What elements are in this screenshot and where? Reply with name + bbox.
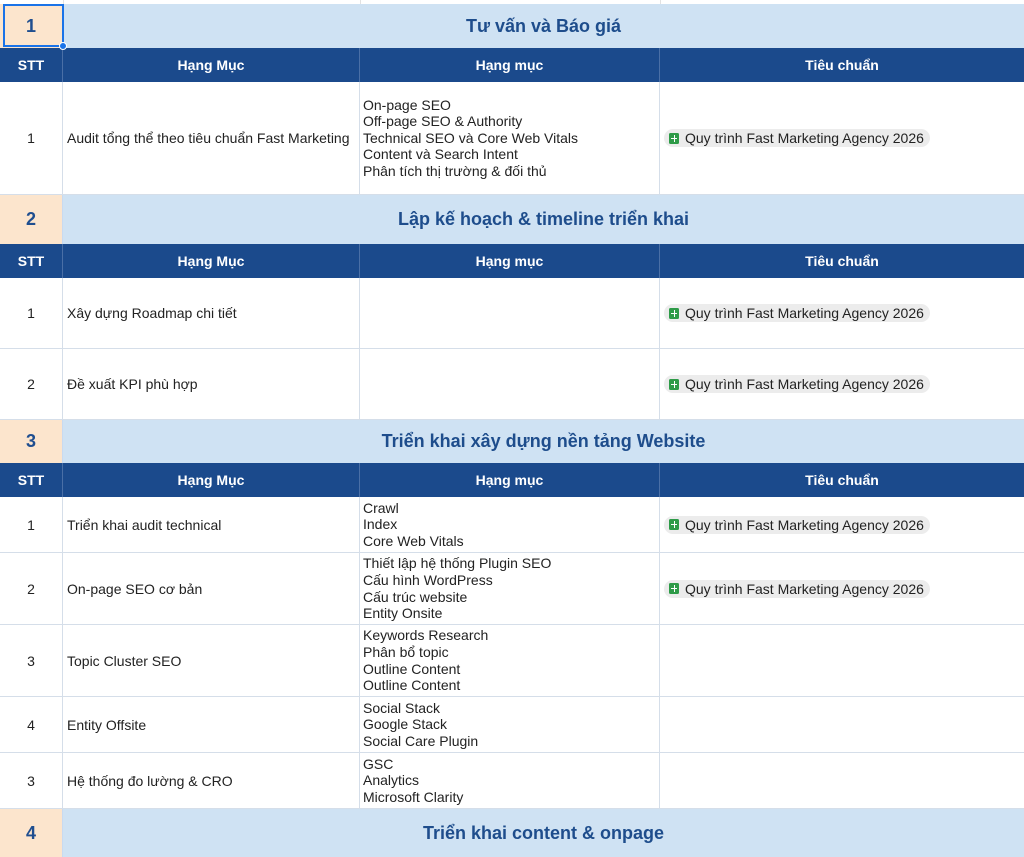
standard-cell[interactable]	[660, 497, 1024, 552]
header-row	[0, 48, 1024, 82]
stt-cell[interactable]: 3	[0, 753, 63, 808]
subitem: Index	[363, 516, 398, 533]
standard-cell[interactable]	[660, 278, 1024, 348]
header-standard[interactable]: Tiêu chuẩn	[805, 253, 879, 269]
subitems-cell[interactable]	[360, 753, 660, 808]
table-row	[0, 625, 1024, 697]
stt-cell[interactable]: 3	[0, 625, 63, 696]
subitem: Thiết lập hệ thống Plugin SEO	[363, 555, 552, 572]
section-number[interactable]: 3	[0, 420, 63, 463]
subitem: Entity Onsite	[363, 605, 443, 622]
subitems-cell[interactable]	[360, 349, 660, 419]
section-title[interactable]: Tư vấn và Báo giá	[63, 4, 1024, 48]
section-row-4[interactable]	[0, 809, 1024, 857]
stt-cell[interactable]: 4	[0, 697, 63, 752]
subitem: Content và Search Intent	[363, 146, 518, 163]
subitem: GSC	[363, 755, 394, 772]
subitem: Crawl	[363, 499, 399, 516]
section-row-2[interactable]	[0, 195, 1024, 244]
google-sheets-icon	[669, 308, 679, 319]
section-title[interactable]: Triển khai xây dựng nền tảng Website	[63, 420, 1024, 463]
subitem: Technical SEO và Core Web Vitals	[363, 129, 579, 146]
section-number[interactable]: 1	[0, 4, 63, 48]
subitem: On-page SEO	[363, 96, 451, 113]
file-chip-label: Quy trình Fast Marketing Agency 2026	[685, 580, 924, 597]
subitem: Cấu trúc website	[363, 588, 468, 605]
stt-cell[interactable]: 2	[0, 553, 63, 624]
subitems-cell[interactable]	[360, 553, 660, 624]
header-row	[0, 244, 1024, 278]
standard-cell[interactable]	[660, 82, 1024, 194]
header-stt[interactable]: STT	[0, 48, 63, 82]
file-chip-label: Quy trình Fast Marketing Agency 2026	[685, 130, 924, 146]
category-cell[interactable]: Audit tổng thể theo tiêu chuẩn Fast Marketing	[63, 82, 360, 194]
header-category[interactable]: Hạng Mục	[63, 244, 360, 278]
file-chip[interactable]	[664, 304, 930, 322]
subitem: Core Web Vitals	[363, 532, 464, 549]
standard-cell[interactable]	[660, 753, 1024, 808]
subitem: Google Stack	[363, 716, 448, 733]
subitem: Cấu hình WordPress	[363, 571, 493, 588]
google-sheets-icon	[669, 379, 679, 390]
header-subitems[interactable]: Hạng mục	[360, 244, 660, 278]
subitems-cell[interactable]	[360, 697, 660, 752]
section-number[interactable]: 4	[0, 809, 63, 857]
subitem: Outline Content	[363, 677, 461, 694]
subitems-cell[interactable]	[360, 82, 660, 194]
section-title[interactable]: Triển khai content & onpage	[63, 809, 1024, 857]
category-cell[interactable]: Hệ thống đo lường & CRO	[63, 753, 360, 808]
subitems-cell[interactable]	[360, 278, 660, 348]
stt-cell[interactable]: 1	[0, 278, 63, 348]
table-row	[0, 349, 1024, 420]
header-subitems[interactable]: Hạng mục	[360, 463, 660, 497]
section-row-1[interactable]	[0, 4, 1024, 48]
table-row	[0, 497, 1024, 553]
file-chip-label: Quy trình Fast Marketing Agency 2026	[685, 376, 924, 392]
file-chip-label: Quy trình Fast Marketing Agency 2026	[685, 305, 924, 321]
stt-cell[interactable]: 1	[0, 82, 63, 194]
table-row	[0, 697, 1024, 753]
category-cell[interactable]: Triển khai audit technical	[63, 497, 360, 552]
standard-cell[interactable]	[660, 697, 1024, 752]
category-cell[interactable]: Đề xuất KPI phù hợp	[63, 349, 360, 419]
subitem: Social Care Plugin	[363, 732, 479, 749]
subitem: Off-page SEO & Authority	[363, 113, 523, 130]
spreadsheet-grid	[0, 4, 1024, 857]
google-sheets-icon	[669, 133, 679, 144]
subitem: Analytics	[363, 772, 420, 789]
stt-cell[interactable]: 1	[0, 497, 63, 552]
subitem: Social Stack	[363, 699, 441, 716]
google-sheets-icon	[669, 583, 679, 594]
section-row-3[interactable]	[0, 420, 1024, 463]
section-number[interactable]: 2	[0, 195, 63, 244]
file-chip[interactable]	[664, 580, 930, 598]
standard-cell[interactable]	[660, 349, 1024, 419]
subitem: Phân bổ topic	[363, 643, 449, 660]
header-category[interactable]: Hạng Mục	[63, 48, 360, 82]
header-row	[0, 463, 1024, 497]
header-stt[interactable]: STT	[0, 463, 63, 497]
file-chip[interactable]	[664, 516, 930, 534]
subitems-cell[interactable]	[360, 625, 660, 696]
category-cell[interactable]: Entity Offsite	[63, 697, 360, 752]
file-chip[interactable]	[664, 375, 930, 393]
table-row	[0, 553, 1024, 625]
standard-cell[interactable]	[660, 553, 1024, 624]
google-sheets-icon	[669, 519, 679, 530]
table-row	[0, 753, 1024, 809]
subitem: Outline Content	[363, 660, 461, 677]
header-category[interactable]: Hạng Mục	[63, 463, 360, 497]
standard-cell[interactable]	[660, 625, 1024, 696]
subitem: Phân tích thị trường & đối thủ	[363, 162, 547, 179]
category-cell[interactable]: Xây dựng Roadmap chi tiết	[63, 278, 360, 348]
table-row	[0, 278, 1024, 349]
subitems-cell[interactable]	[360, 497, 660, 552]
category-cell[interactable]: On-page SEO cơ bản	[63, 553, 360, 624]
subitem: Keywords Research	[363, 627, 489, 644]
category-cell[interactable]: Topic Cluster SEO	[63, 625, 360, 696]
fill-handle[interactable]	[59, 42, 67, 50]
section-title[interactable]: Lập kế hoạch & timeline triển khai	[63, 195, 1024, 244]
stt-cell[interactable]: 2	[0, 349, 63, 419]
file-chip[interactable]	[664, 129, 930, 147]
header-stt[interactable]: STT	[0, 244, 63, 278]
header-standard[interactable]: Tiêu chuẩn	[805, 57, 879, 73]
subitem: Microsoft Clarity	[363, 788, 464, 805]
header-standard[interactable]: Tiêu chuẩn	[805, 472, 879, 488]
header-subitems[interactable]: Hạng mục	[360, 48, 660, 82]
file-chip-label: Quy trình Fast Marketing Agency 2026	[685, 516, 924, 533]
table-row	[0, 82, 1024, 195]
